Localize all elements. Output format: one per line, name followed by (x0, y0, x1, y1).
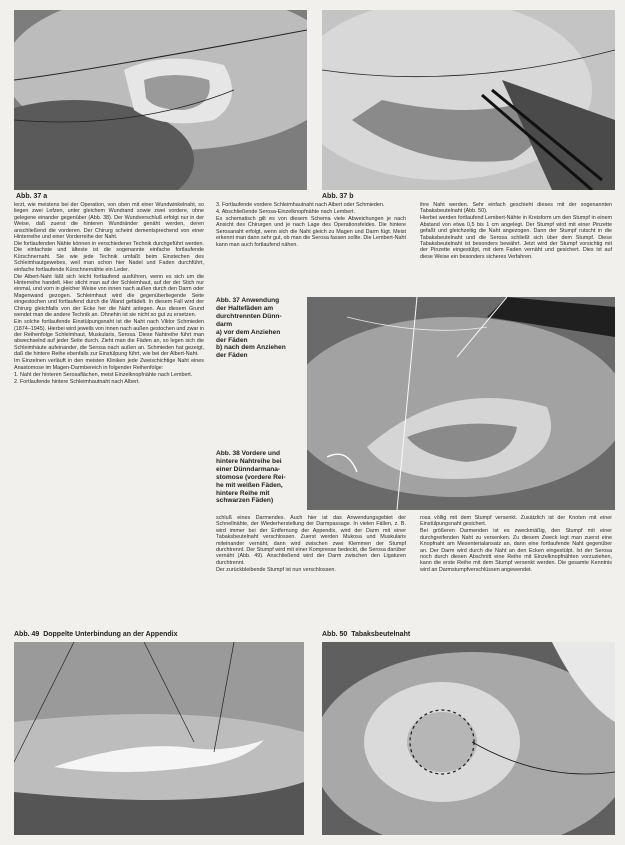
text-column-3-top (420, 202, 612, 261)
list-item: 4. Abschließende Serosa-Einzelknopfnähte nach Lembert. (216, 209, 356, 215)
figure-37b-photo (322, 10, 615, 190)
figure-49-label: Abb. 49 (14, 631, 40, 638)
figure-50-label: Abb. 50 (322, 631, 348, 638)
figure-38-photo (307, 297, 615, 510)
paragraph: ihre Naht werden. Sehr einfach geschieht dieses mit der sogenannten Tabaksbeutelnaht (Abb. 50). (420, 202, 612, 215)
text-column-3-bottom (420, 515, 612, 574)
paragraph: rosa völlig mit dem Stumpf versenkt. Zusätzlich ist der Knoten mit einer Einstülpungsnaht gesichert. (420, 515, 612, 528)
list-item: 3. Fortlaufende vordere Schleimhautnaht nach Albert oder Schmieden. (216, 202, 385, 208)
paragraph: schluß eines Darmendes. Auch hier ist das Anwendungsgebiet der Schnellnähte, der Wiederherstellung der Darmpassage. In vielen Fällen, z. B. wird immer bei der Entfernung der Appendix, wird der Darm mit einer Tabaksbeutelnaht verschlossen. Zuerst werden Mukosa und Muskularis miteinander vernäht, dann wird zwischen zwei Klemmen der Stumpf durchtrennt. Der Stumpf wird mit einer Kompresse bedeckt, die Serosa darüber vernäht (Abb. 49). Anschließend wird der Darm zwischen den Ligaturen durchtrennt. (216, 515, 406, 566)
paragraph: Der zurückbleibende Stumpf ist nun verschlossen. (216, 566, 336, 573)
figure-37a-photo (14, 10, 307, 190)
paragraph: lerzt, wie meistens bei der Operation, von oben mit einer Wundwinkelnaht, so liegen zwei Lefzen, unter gleichem Wundrand sowie zwei vordere, ohne gelegene einander gegenüber (Abb. 38). Der Wundverschluß erfolgt nur in der Weise, daß zuerst die hinteren Wundränder genäht werden, deren anschließend die vorderen. Der Chirurg scheint dementsprechend von einer Hinterreihe und einer Vorderreihe der Naht. (14, 202, 204, 241)
paragraph: Hierbei werden fortlaufend Lembert-Nähte in Kreisform um den Stumpf in einem Abstand von etwa 0,5 bis 1 cm angelegt. Der Stumpf wird mit einer Pinzette gefaßt und gleichzeitig die Naht angezogen. Dann der Stumpf rutscht in die Tabaksbeutelnaht und die Serosa schließt sich über dem Stumpf. Diese Tabaksbeutelnaht ist besonders bewährt. Jetzt wird der Stumpf vorsichtig mit der Pinzette eingestülpt, mit dem Faden vernäht und gesichert. Dies ist auf diese Weise ein besonders sicheres Verfahren. (420, 215, 612, 260)
paragraph: Die fortlaufenden Nähte können in verschiedener Technik durchgeführt werden. Die einfachste und älteste ist die sogenannte einfache fortlaufende Kürschnernaht. Sie wie jede Technik umfaßt beim Einstechen des Schleimhautgewebes, weil man schon hier Nadel und Faden durchführt, einfache fortlaufende Kürschnernähte ein Leder. (14, 241, 204, 273)
figure-38-label: Abb. 38 (216, 450, 240, 457)
figure-50-caption: Abb. 50 Tabaksbeutelnaht (322, 631, 411, 638)
text-column-2-bottom (216, 515, 406, 574)
paragraph: Es schematisch gilt es von diesem Schema viele Abweichungen je nach Ansicht des Chirurgen und je nach Lage des Operationsfeldes. Die hintere Serosanaht erfolgt, wenn sich die Naht gleich zu Magen und Darm fügt. Meist erkennt man dann sehr gut, ob man die Serosa fassen sollte. Die Lembert-Naht kann man auch fortlaufend nähen. (216, 216, 406, 248)
paragraph: Bei größeren Darmenden ist es zweckmäßig, den Stumpf mit einer durchgreifenden Naht zu versenken. Zu diesem Zweck legt man zuerst eine Knopfnaht am Mesenterialansatz an, dann eine fortlaufende Naht gegenüber an. Der Darm wird durch die Naht an den Ecken eingestülpt. Ist der Serosa noch durch diesen Abschnitt eine Reihe mit Einzelknopfnähten vorzuziehen, kann die erste Reihe mit dem Stumpf versenkt werden. Die gesamte Kenntnis wird an Darmstumpfverschlüssen angewendet. (420, 528, 612, 573)
figure-37b-label: Abb. 37 b (322, 193, 354, 200)
text-column-2-top (216, 202, 406, 249)
figure-37a-label: Abb. 37 a (16, 193, 48, 200)
text-column-1 (14, 202, 204, 386)
figure-37-label: Abb. 37 (216, 297, 240, 304)
list-item: 1. Naht der hinteren Serosaflächen, meist Einzelknopfnähte nach Lembert. (14, 371, 193, 378)
paragraph: Ein solche fortlaufende Einstülpungsnaht ist die Naht nach Viktor Schmieden (1874–1945). Hierbei wird jeweils von innen nach außen gestochen und zwar in der Reihenfolge Schleimhaut, Muskularis, Serosa. Diese Nahtreihe führt man abwechselnd auf jeder Seite durch. Zieht man die Fäden an, so legen sich die Schleimhäute aufeinander, die Serosa nach außen an. Schmieden hat gezeigt, daß die hintere Reihe ebenfalls zur Einstülpung führt, wie bei der Albert-Naht. (14, 319, 204, 358)
list-item: 2. Fortlaufende hintere Schleimhautnaht nach Albert. (14, 378, 140, 385)
figure-38-caption: Abb. 38 Vordere und hintere Nahtreihe bei einer Dünndarmana- stomose (vordere Rei- he mit weißen Fäden, hintere Reihe mit schwarzen Fäden) (216, 450, 286, 505)
figure-49-caption: Abb. 49 Doppelte Unterbindung an der Appendix (14, 631, 178, 638)
paragraph: Im Einzelnen verläuft in den meisten Kliniken jede Zweischichtige Naht eines Anastomose im Magen-Darmbereich in folgender Reihenfolge: (14, 358, 204, 371)
figure-37-caption: Abb. 37 Anwendung der Haltefäden am durchtrennten Dünn- darm a) vor dem Anziehen der Fäden b) nach dem Anziehen der Fäden (216, 297, 286, 360)
paragraph: Die Albert-Naht läßt sich leicht fortlaufend ausführen, wenn es sich um die Hinterreihe handelt. Hier sticht man auf der Schleimhaut, auf der der Stich nur einmal, und vorn in gleicher Weise von innen nach außen durch den Darm oder Magenwand gezogen. Schleimhaut wird die gegenüberliegende Seite eingestochen und fortlaufend durch die Wand gefädelt. In diesem Fall wird der Chirurg gleichfalls von der Ecke her die Naht anlegen. Aus diesem Grund wendet man die andere Technik an. Ohnehin ist sie nicht so gut zu ersetzen. (14, 273, 204, 319)
figure-49-photo (14, 642, 304, 835)
figure-50-photo (322, 642, 615, 835)
